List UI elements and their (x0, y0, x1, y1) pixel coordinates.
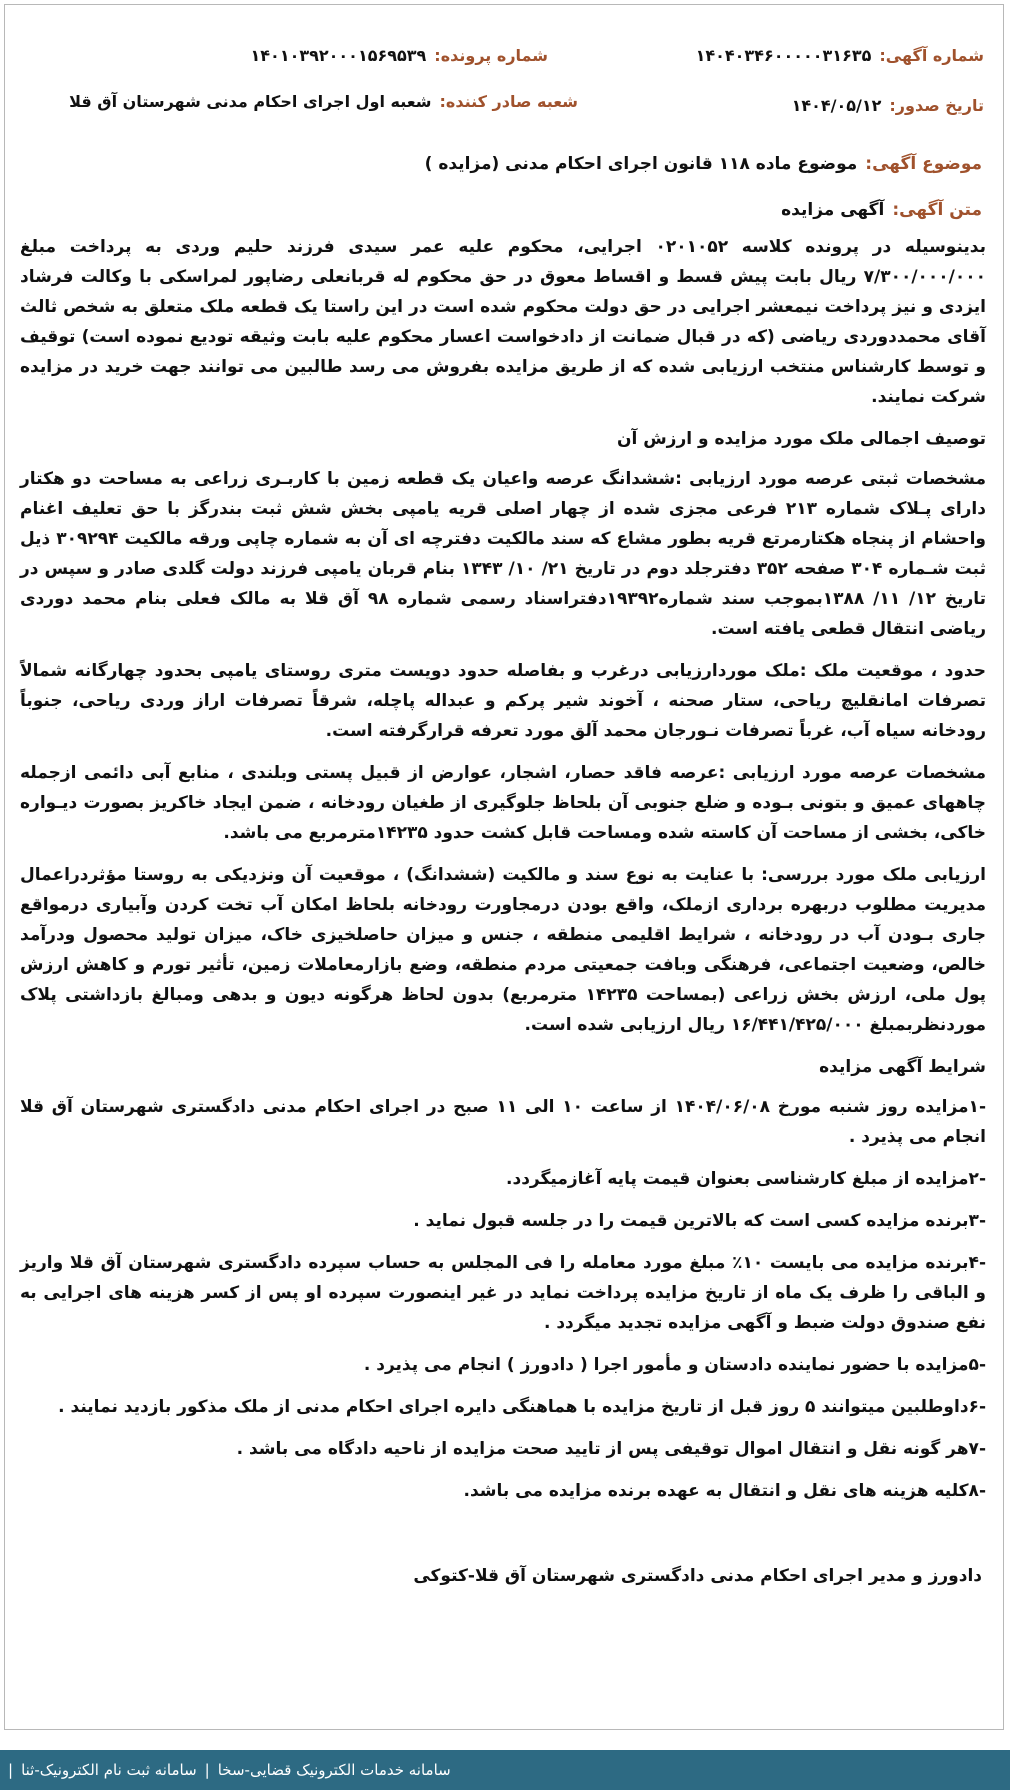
term-item: -۸کلیه هزینه های نقل و انتقال به عهده برنده مزایده می باشد. (463, 1481, 986, 1501)
ad-text-title-value: آگهی مزایده (781, 200, 885, 220)
issuer-value: شعبه اول اجرای احکام مدنی شهرستان آق قلا (69, 92, 432, 111)
term-item: -۴برنده مزایده می بایست ۱۰٪ مبلغ مورد معامله را فی المجلس به حساب سپرده دادگستری شهرستان آق قلا واریز و الباقی را ظرف یک ماه از تاریخ مزایده پرداخت نماید در غیر اینصورت سپرده او پس از کسر هزینه های اجرایی به نفع صندوق دولت ضبط و آگهی مزایده تجدید میگردد . (20, 1253, 986, 1333)
signature: دادورز و مدیر اجرای احکام مدنی دادگستری شهرستان آق قلا-کتوکی (413, 1566, 982, 1586)
land-specs: مشخصات عرصه مورد ارزیابی :عرصه فاقد حصار، اشجار، عوارض از قبیل پستی وبلندی ، منابع آبی دائمی ازجمله چاههای عمیق و بتونی بـوده و ضلع جنوبی آن بلحاظ جلوگیری از طغیان رودخانه ، ضمن ایجاد خاکریز بصورت دیـواره خاکی، بخشی از مساحت آن کاسته شده ومساحت قابل کشت حدود ۱۴۲۳۵مترمربع می باشد. (20, 763, 986, 843)
issue-date-label: تاریخ صدور: (889, 96, 984, 115)
issue-date-value: ۱۴۰۴/۰۵/۱۲ (791, 96, 882, 115)
ad-body (20, 232, 986, 1518)
term-item: -۶داوطلبین میتوانند ۵ روز قبل از تاریخ مزایده با هماهنگی دایره اجرای احکام مدنی از ملک مذکور بازدید نمایند . (58, 1397, 986, 1417)
ad-text-label: متن آگهی: (892, 200, 982, 220)
case-number-value: ۱۴۰۱۰۳۹۲۰۰۰۱۵۶۹۵۳۹ (250, 46, 427, 65)
ad-subject-label: موضوع آگهی: (865, 154, 982, 174)
term-item: -۱مزایده روز شنبه مورخ ۱۴۰۴/۰۶/۰۸ از ساعت ۱۰ الی ۱۱ صبح در اجرای احکام مدنی دادگستری شهرستان آق قلا انجام می پذیرد . (20, 1097, 986, 1147)
term-item: -۵مزایده با حضور نماینده دادستان و مأمور اجرا ( دادورز ) انجام می پذیرد . (363, 1355, 986, 1375)
issuer-label: شعبه صادر کننده: (439, 92, 578, 111)
registration-specs: مشخصات ثبتی عرصه مورد ارزیابی :ششدانگ عرصه واعیان یک قطعه زمین با کاربـری زراعی به مساحت دو هکتار دارای پـلاک شماره ۲۱۳ فرعی مجزی شده از چهار اصلی قریه یامپی بخش شش ثبت بندرگز با حق تعلیف اغنام واحشام از پنجاه هکتارمرتع قریه بطور مشاع که سند مالکیت دفترچه ای آن به شماره چاپی ورقه مالکیت ۳۰۹۲۹۴ ذیل ثبت شـماره ۳۰۴ صفحه ۳۵۲ دفترجلد دوم در تاریخ ۲۱/ ۱۰/ ۱۳۴۳ بنام قربان یامپی فرزند دولت گلدی صادر و سپس در تاریخ ۱۲/ ۱۱/ ۱۳۸۸بموجب سند شماره۱۹۳۹۲دفتراسناد رسمی شماره ۹۸ آق قلا به مالک فعلی بنام محمد دوردی ریاضی انتقال قطعی یافته است. (20, 469, 987, 639)
ad-subject-value: موضوع ماده ۱۱۸ قانون اجرای احکام مدنی (مزایده ) (424, 154, 858, 174)
footer-link-sana[interactable]: سامانه ثبت نام الکترونیک-ثنا (21, 1761, 197, 1779)
case-number-label: شماره پرونده: (434, 46, 548, 65)
intro-paragraph: بدینوسیله در پرونده کلاسه ۰۲۰۱۰۵۲ اجرایی، محکوم علیه عمر سیدی فرزند حلیم وردی به پرداخت مبلغ ۷/۳۰۰/۰۰۰/۰۰۰ ریال بابت پیش قسط و اقساط معوق در حق محکوم له قربانعلی رضاپور لمراسکی با وکالت فرشاد ایزدی و نیز پرداخت نیمعشر اجرایی در حق دولت محکوم شده است در این راستا یک قطعه ملک متعلق به شخص ثالث آقای محمددوردی ریاضی (که در قبال ضمانت از دادخواست اعسار محکوم علیه بابت وثیقه تودیع نموده است) توقیف و توسط کارشناس منتخب ارزیابی شده که از طریق مزایده بفروش می رسد طالبین می توانند جهت خرید در مزایده شرکت نمایند. (20, 237, 986, 407)
issuer (69, 92, 578, 111)
term-item: -۳برنده مزایده کسی است که بالاترین قیمت را در جلسه قبول نماید . (413, 1211, 986, 1231)
ad-number-value: ۱۴۰۴۰۳۴۶۰۰۰۰۰۳۱۶۳۵ (695, 46, 872, 65)
property-location: حدود ، موقعیت ملک :ملک موردارزیابی درغرب و بفاصله حدود دویست متری روستای یامپی بحدود چهارگانه شمالاً تصرفات امانقلیچ ریاحی، ستار صحنه ، آخوند شیر پرکم و عبداله پاچله، شرقاً تصرفات اراز وردی ریاحی، جنوباً رودخانه سیاه آب، غرباً تصرفات نـورجان محمد آلق مورد تعرفه قرارگرفته است. (20, 661, 986, 741)
valuation-paragraph: ارزیابی ملک مورد بررسی: با عنایت به نوع سند و مالکیت (ششدانگ) ، موقعیت آن ونزدیکی به روستا مؤثردراعمال مدیریت مطلوب دربهره برداری ازملک، واقع بودن درمجاورت رودخانه بلحاظ امکان آب تخت کردن وآبیاری درمواقع جاری بـودن آب در رودخانه ، شرایط اقلیمی منطقه ، جنس و میزان حاصلخیزی خاک، میزان تولید محصول ودرآمد خالص، وضعیت اجتماعی، فرهنگی وبافت جمعیتی مردم منطقه، وضع بازارمعاملات زمین، تأثیر تورم و کاهش ارزش پول ملی، ارزش بخش زراعی (بمساحت ۱۴۲۳۵ مترمربع) بدون لحاظ هرگونه دیون و بدهی ومبالغ بازداشتی پلاک موردنظربمبلغ ۱۶/۴۴۱/۴۲۵/۰۰۰ ریال ارزیابی شده است. (20, 865, 986, 1035)
footer-bar (0, 1750, 1010, 1790)
ad-number (696, 46, 984, 65)
ad-number-label: شماره آگهی: (879, 46, 984, 65)
term-item: -۷هر گونه نقل و انتقال اموال توقیفی پس از تایید صحت مزایده از ناحیه دادگاه می باشد . (236, 1439, 986, 1459)
footer-separator: | (8, 1761, 14, 1779)
case-number (251, 46, 548, 65)
terms-heading: شرایط آگهی مزایده (819, 1057, 986, 1077)
footer-link-sakha[interactable]: سامانه خدمات الکترونیک قضایی-سخا (217, 1761, 451, 1779)
issue-date (792, 96, 984, 115)
footer-separator: | (204, 1761, 210, 1779)
description-heading: توصیف اجمالی ملک مورد مزایده و ارزش آن (616, 429, 986, 449)
ad-subject (425, 154, 982, 174)
term-item: -۲مزایده از مبلغ کارشناسی بعنوان قیمت پایه آغازمیگردد. (506, 1169, 986, 1189)
ad-text-title (781, 200, 982, 220)
